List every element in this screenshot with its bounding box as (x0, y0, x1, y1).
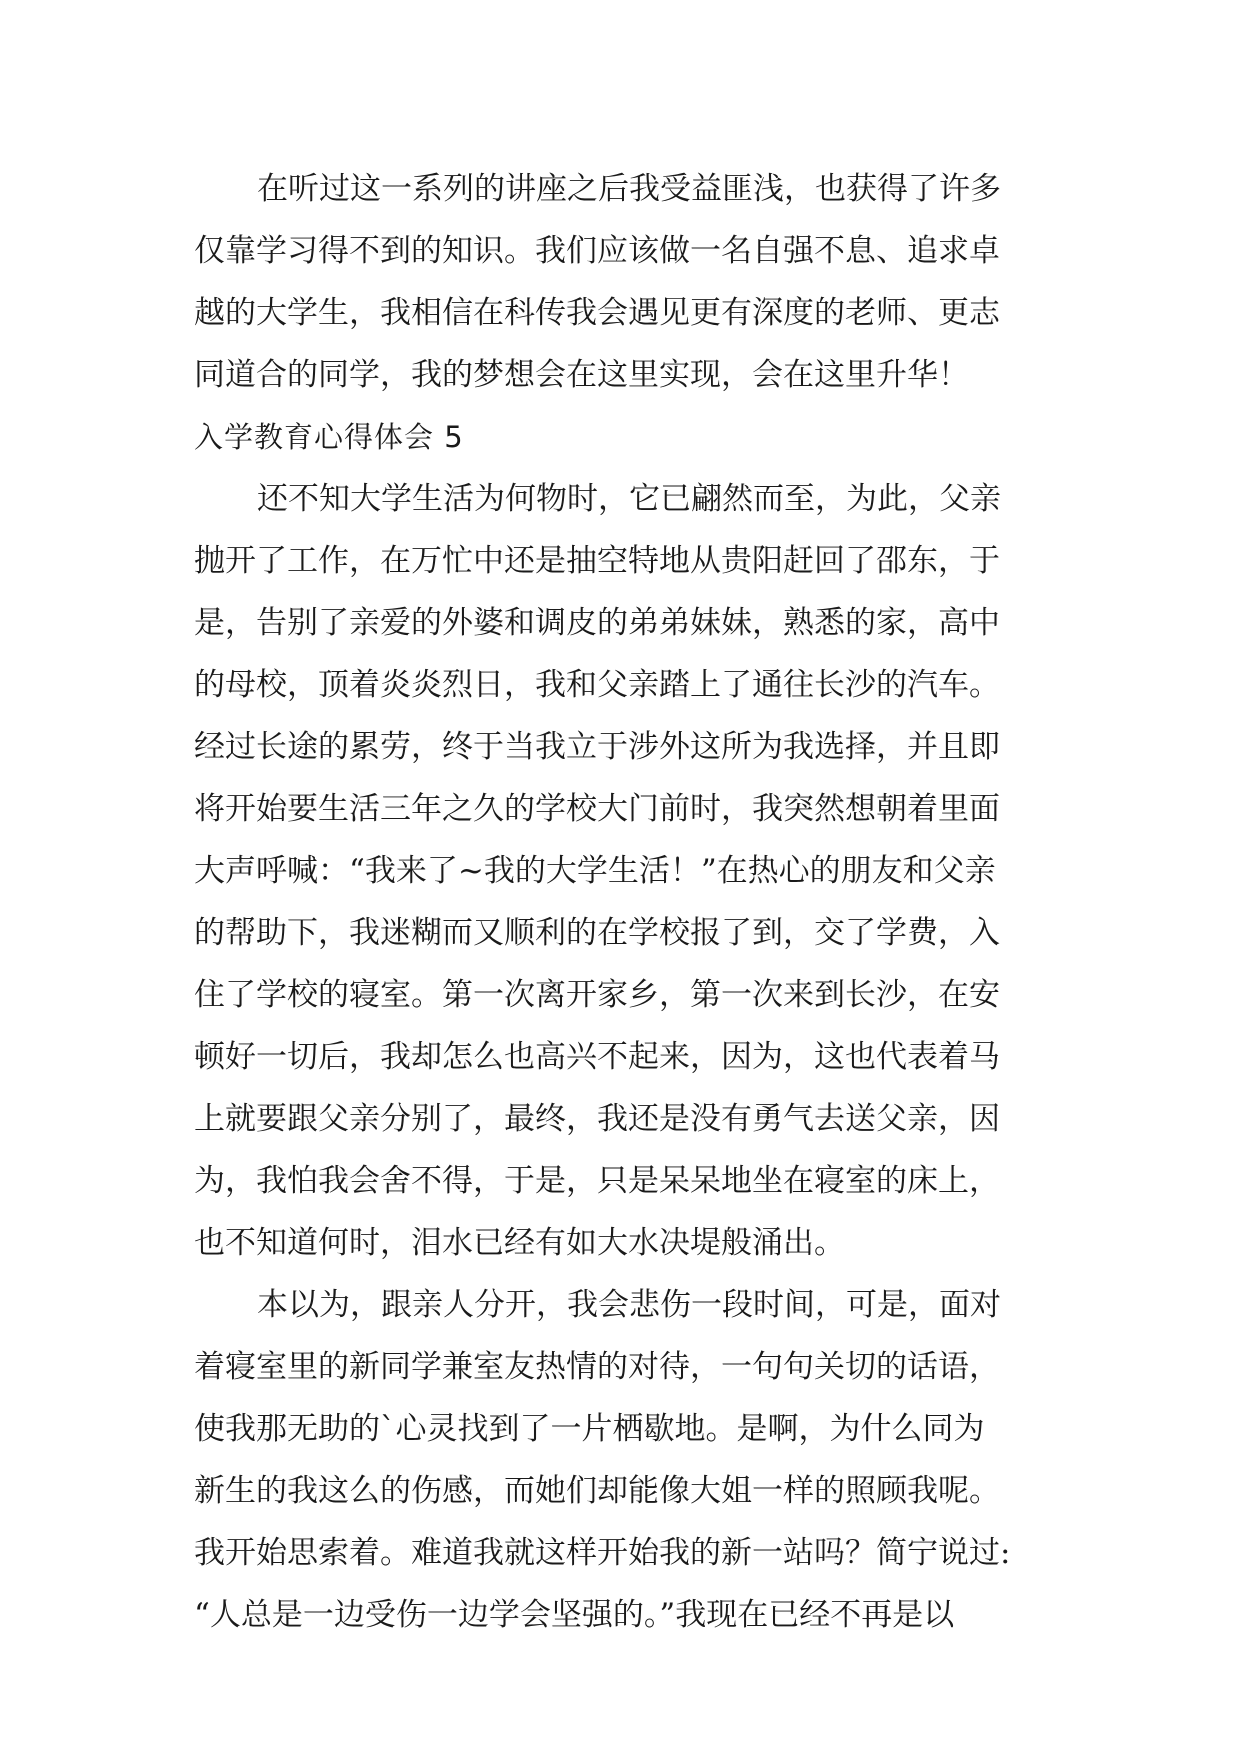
text-line: 的母校，顶着炎炎烈日，我和父亲踏上了通往长沙的汽车。 (194, 667, 1000, 703)
section-heading: 入学教育心得体会 5 (194, 420, 464, 454)
text-line: 还不知大学生活为何物时，它已翩然而至，为此，父亲 (257, 481, 1001, 517)
text-line: 顿好一切后，我却怎么也高兴不起来，因为，这也代表着马 (194, 1039, 1000, 1075)
text-line: 着寝室里的新同学兼室友热情的对待，一句句关切的话语， (194, 1349, 1000, 1385)
text-line: 是，告别了亲爱的外婆和调皮的弟弟妹妹，熟悉的家，高中 (194, 605, 1000, 641)
text-line: 仅靠学习得不到的知识。我们应该做一名自强不息、追求卓 (194, 233, 1000, 269)
text-line: 住了学校的寝室。第一次离开家乡，第一次来到长沙，在安 (194, 977, 1000, 1013)
text-line: 大声呼喊：“我来了~我的大学生活！”在热心的朋友和父亲 (194, 853, 996, 889)
text-line: 同道合的同学，我的梦想会在这里实现，会在这里升华！ (194, 357, 969, 393)
text-line: 也不知道何时，泪水已经有如大水决堤般涌出。 (194, 1225, 845, 1261)
text-line: 的帮助下，我迷糊而又顺利的在学校报了到，交了学费，入 (194, 915, 1000, 951)
text-line: 我开始思索着。难道我就这样开始我的新一站吗？简宁说过: (194, 1535, 1011, 1571)
text-line: 越的大学生，我相信在科传我会遇见更有深度的老师、更志 (194, 295, 1000, 331)
text-line: 在听过这一系列的讲座之后我受益匪浅，也获得了许多 (257, 171, 1001, 207)
text-line: 经过长途的累劳，终于当我立于涉外这所为我选择，并且即 (194, 729, 1000, 765)
text-line: 为，我怕我会舍不得，于是，只是呆呆地坐在寝室的床上， (194, 1163, 1000, 1199)
document-body (194, 158, 1074, 1646)
text-line: 将开始要生活三年之久的学校大门前时，我突然想朝着里面 (194, 791, 1000, 827)
text-line: 上就要跟父亲分别了，最终，我还是没有勇气去送父亲，因 (194, 1101, 1000, 1137)
text-line: 抛开了工作，在万忙中还是抽空特地从贵阳赶回了邵东，于 (194, 543, 1000, 579)
text-line: “人总是一边受伤一边学会坚强的。”我现在已经不再是以 (194, 1597, 955, 1633)
text-line: 本以为，跟亲人分开，我会悲伤一段时间，可是，面对 (257, 1287, 1001, 1323)
text-line: 新生的我这么的伤感，而她们却能像大姐一样的照顾我呢。 (194, 1473, 1000, 1509)
paragraph-2 (194, 468, 1074, 1274)
paragraph-1 (194, 158, 1074, 406)
text-line: 使我那无助的`心灵找到了一片栖歇地。是啊，为什么同为 (194, 1411, 985, 1447)
paragraph-3 (194, 1274, 1074, 1646)
